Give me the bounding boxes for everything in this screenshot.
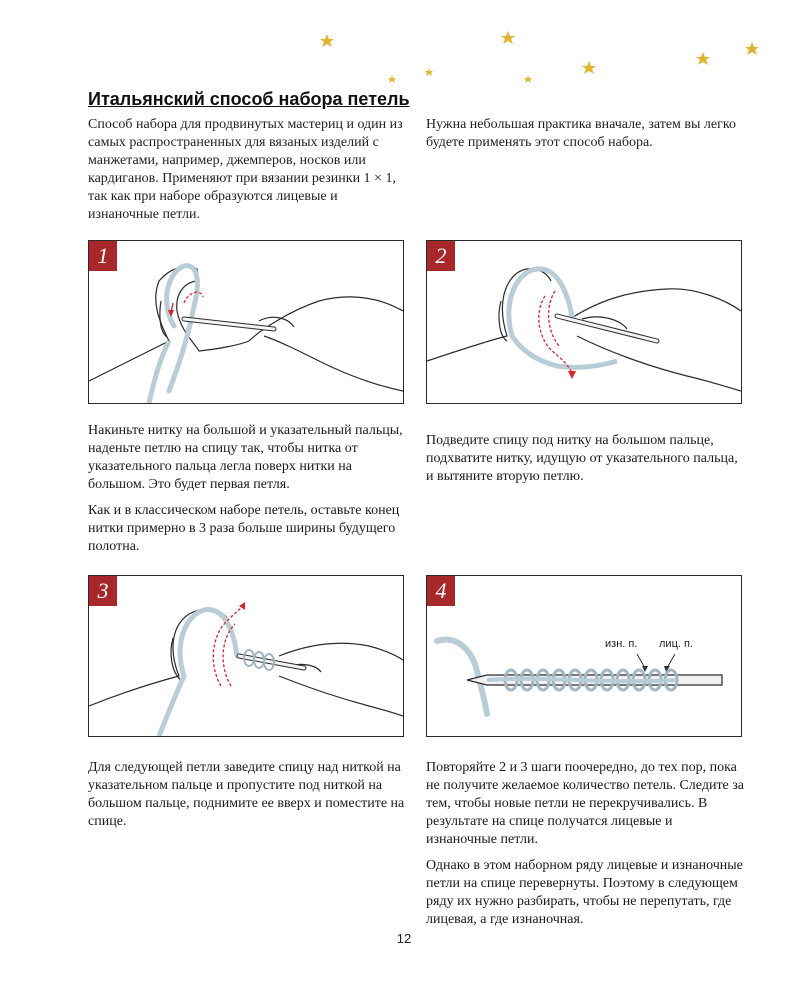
step-1-badge: 1 bbox=[89, 241, 117, 271]
step-4-badge: 4 bbox=[427, 576, 455, 606]
step-4-text: Повторяйте 2 и 3 шаги поочередно, до тех пор, пока не получите желаемое количество петель. Следите за тем, чтобы новые петли не перекручивались. В результате на спице получатся лицевые и изнаночные петли. bbox=[426, 760, 745, 847]
star-icon bbox=[501, 31, 515, 44]
intro-right-text: Нужна небольшая практика вначале, затем вы легко будете применять этот способ набора. bbox=[426, 117, 736, 150]
star-icon bbox=[582, 61, 596, 74]
step-1-note: Как и в классическом наборе петель, оставьте конец нитки примерно в 3 раза больше ширины будущего полотна. bbox=[88, 503, 400, 554]
decorative-stars bbox=[0, 0, 808, 100]
step-4-illustration bbox=[426, 575, 742, 737]
intro-left-text: Способ набора для продвинутых мастериц и один из самых распространенных для вязаных изделий с манжетами, например, джемперов, носков или кардиганов. Применяют при вязании резинки 1 × 1, так как при наборе образуются лицевые и изнаночные петли. bbox=[88, 117, 403, 222]
purl-stitch-label: изн. п. bbox=[605, 638, 638, 650]
knit-stitch-label: лиц. п. bbox=[659, 638, 693, 650]
step-2-caption bbox=[426, 432, 744, 494]
star-icon bbox=[425, 68, 433, 76]
hand-illustration bbox=[89, 241, 403, 403]
page-number: 12 bbox=[396, 931, 412, 946]
step-1-illustration bbox=[88, 240, 404, 404]
step-4-caption bbox=[426, 759, 744, 937]
star-icon bbox=[388, 75, 396, 83]
page-title: Итальянский способ набора петель bbox=[88, 89, 410, 109]
step-2-illustration bbox=[426, 240, 742, 404]
hand-illustration bbox=[89, 576, 403, 736]
step-3-badge: 3 bbox=[89, 576, 117, 606]
step-3-text: Для следующей петли заведите спицу над ниткой на указательном пальце и пропустите под ниткой на большом пальце, поднимите ее вверх и поместите на спице. bbox=[88, 760, 405, 829]
step-3-caption bbox=[88, 759, 406, 839]
star-icon bbox=[320, 34, 334, 47]
star-icon bbox=[696, 52, 710, 65]
step-2-text: Подведите спицу под нитку на большом пальце, подхватите нитку, идущую от указательного пальца, и вытяните вторую петлю. bbox=[426, 433, 738, 484]
step-1-text: Накиньте нитку на большой и указательный пальцы, наденьте петлю на спицу так, чтобы нитка от указательного пальца легла поверх нитки на большом. Это будет первая петля. bbox=[88, 423, 403, 492]
step-1-caption bbox=[88, 422, 406, 564]
needle-with-stitches bbox=[427, 576, 741, 736]
step-4-note: Однако в этом наборном ряду лицевые и изнаночные петли на спице перевернуты. Поэтому в следующем ряду их нужно разбирать, чтобы не перепутать, где лицевая, а где изнаночная. bbox=[426, 858, 743, 927]
step-3-illustration bbox=[88, 575, 404, 737]
step-2-badge: 2 bbox=[427, 241, 455, 271]
star-icon bbox=[524, 75, 532, 83]
hand-illustration bbox=[427, 241, 741, 403]
star-icon bbox=[745, 42, 759, 55]
